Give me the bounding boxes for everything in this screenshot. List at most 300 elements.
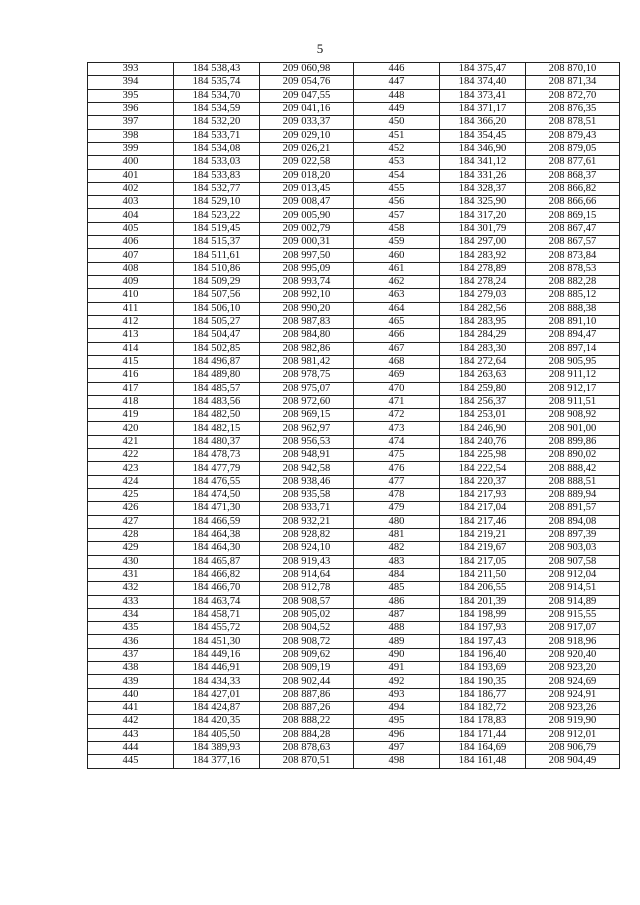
right-x-coordinate-cell: 184 217,05 xyxy=(440,555,526,568)
right-x-coordinate-cell: 184 278,89 xyxy=(440,262,526,275)
right-y-coordinate-cell: 208 897,14 xyxy=(526,342,620,355)
right-point-number-cell: 457 xyxy=(354,209,440,222)
table-row xyxy=(88,355,620,368)
right-y-coordinate-cell: 208 878,53 xyxy=(526,262,620,275)
left-x-coordinate-cell: 184 420,35 xyxy=(174,715,260,728)
left-x-coordinate-cell: 184 506,10 xyxy=(174,302,260,315)
table-row xyxy=(88,608,620,621)
right-y-coordinate-cell: 208 890,02 xyxy=(526,449,620,462)
left-y-coordinate-cell: 208 972,60 xyxy=(260,395,354,408)
right-point-number-cell: 485 xyxy=(354,582,440,595)
left-y-coordinate-cell: 208 982,86 xyxy=(260,342,354,355)
table-row xyxy=(88,196,620,209)
right-point-number-cell: 474 xyxy=(354,435,440,448)
right-y-coordinate-cell: 208 879,05 xyxy=(526,142,620,155)
right-point-number-cell: 486 xyxy=(354,595,440,608)
right-y-coordinate-cell: 208 872,70 xyxy=(526,89,620,102)
left-x-coordinate-cell: 184 476,55 xyxy=(174,475,260,488)
left-point-number-cell: 399 xyxy=(88,142,174,155)
left-point-number-cell: 425 xyxy=(88,489,174,502)
right-x-coordinate-cell: 184 219,67 xyxy=(440,542,526,555)
right-point-number-cell: 467 xyxy=(354,342,440,355)
table-row xyxy=(88,382,620,395)
left-point-number-cell: 439 xyxy=(88,675,174,688)
right-y-coordinate-cell: 208 868,37 xyxy=(526,169,620,182)
left-point-number-cell: 406 xyxy=(88,236,174,249)
left-x-coordinate-cell: 184 489,80 xyxy=(174,369,260,382)
right-x-coordinate-cell: 184 301,79 xyxy=(440,222,526,235)
left-y-coordinate-cell: 208 935,58 xyxy=(260,489,354,502)
right-point-number-cell: 468 xyxy=(354,355,440,368)
right-x-coordinate-cell: 184 278,24 xyxy=(440,276,526,289)
right-point-number-cell: 497 xyxy=(354,741,440,754)
left-point-number-cell: 437 xyxy=(88,648,174,661)
right-y-coordinate-cell: 208 911,51 xyxy=(526,395,620,408)
right-point-number-cell: 460 xyxy=(354,249,440,262)
left-x-coordinate-cell: 184 529,10 xyxy=(174,196,260,209)
left-point-number-cell: 395 xyxy=(88,89,174,102)
right-y-coordinate-cell: 208 906,79 xyxy=(526,741,620,754)
right-point-number-cell: 492 xyxy=(354,675,440,688)
left-y-coordinate-cell: 208 962,97 xyxy=(260,422,354,435)
right-point-number-cell: 479 xyxy=(354,502,440,515)
right-y-coordinate-cell: 208 924,69 xyxy=(526,675,620,688)
right-y-coordinate-cell: 208 876,35 xyxy=(526,102,620,115)
left-point-number-cell: 401 xyxy=(88,169,174,182)
right-point-number-cell: 463 xyxy=(354,289,440,302)
right-y-coordinate-cell: 208 918,96 xyxy=(526,635,620,648)
right-x-coordinate-cell: 184 197,93 xyxy=(440,622,526,635)
left-y-coordinate-cell: 208 984,80 xyxy=(260,329,354,342)
left-x-coordinate-cell: 184 510,86 xyxy=(174,262,260,275)
left-y-coordinate-cell: 208 908,57 xyxy=(260,595,354,608)
right-x-coordinate-cell: 184 331,26 xyxy=(440,169,526,182)
right-y-coordinate-cell: 208 885,12 xyxy=(526,289,620,302)
right-point-number-cell: 447 xyxy=(354,76,440,89)
right-point-number-cell: 465 xyxy=(354,315,440,328)
left-point-number-cell: 415 xyxy=(88,355,174,368)
right-point-number-cell: 473 xyxy=(354,422,440,435)
left-y-coordinate-cell: 208 969,15 xyxy=(260,409,354,422)
right-y-coordinate-cell: 208 901,00 xyxy=(526,422,620,435)
table-row xyxy=(88,222,620,235)
right-x-coordinate-cell: 184 253,01 xyxy=(440,409,526,422)
right-x-coordinate-cell: 184 283,92 xyxy=(440,249,526,262)
table-row xyxy=(88,63,620,76)
table-row xyxy=(88,715,620,728)
left-x-coordinate-cell: 184 532,77 xyxy=(174,182,260,195)
right-y-coordinate-cell: 208 903,03 xyxy=(526,542,620,555)
right-y-coordinate-cell: 208 867,47 xyxy=(526,222,620,235)
left-y-coordinate-cell: 208 908,72 xyxy=(260,635,354,648)
left-x-coordinate-cell: 184 466,82 xyxy=(174,568,260,581)
left-x-coordinate-cell: 184 474,50 xyxy=(174,489,260,502)
table-row xyxy=(88,502,620,515)
left-x-coordinate-cell: 184 482,15 xyxy=(174,422,260,435)
table-row xyxy=(88,302,620,315)
right-x-coordinate-cell: 184 220,37 xyxy=(440,475,526,488)
left-y-coordinate-cell: 209 026,21 xyxy=(260,142,354,155)
left-y-coordinate-cell: 209 008,47 xyxy=(260,196,354,209)
left-y-coordinate-cell: 208 884,28 xyxy=(260,728,354,741)
table-row xyxy=(88,116,620,129)
table-row xyxy=(88,449,620,462)
table-row xyxy=(88,76,620,89)
left-x-coordinate-cell: 184 446,91 xyxy=(174,662,260,675)
left-x-coordinate-cell: 184 405,50 xyxy=(174,728,260,741)
right-x-coordinate-cell: 184 282,56 xyxy=(440,302,526,315)
table-row xyxy=(88,688,620,701)
right-y-coordinate-cell: 208 870,10 xyxy=(526,63,620,76)
right-point-number-cell: 493 xyxy=(354,688,440,701)
left-point-number-cell: 394 xyxy=(88,76,174,89)
left-x-coordinate-cell: 184 502,85 xyxy=(174,342,260,355)
left-x-coordinate-cell: 184 485,57 xyxy=(174,382,260,395)
left-point-number-cell: 427 xyxy=(88,515,174,528)
left-point-number-cell: 396 xyxy=(88,102,174,115)
left-point-number-cell: 431 xyxy=(88,568,174,581)
left-y-coordinate-cell: 209 022,58 xyxy=(260,156,354,169)
right-x-coordinate-cell: 184 217,46 xyxy=(440,515,526,528)
left-point-number-cell: 440 xyxy=(88,688,174,701)
right-x-coordinate-cell: 184 246,90 xyxy=(440,422,526,435)
right-y-coordinate-cell: 208 873,84 xyxy=(526,249,620,262)
coordinates-table-body xyxy=(88,63,620,769)
right-point-number-cell: 471 xyxy=(354,395,440,408)
left-point-number-cell: 400 xyxy=(88,156,174,169)
left-point-number-cell: 408 xyxy=(88,262,174,275)
left-x-coordinate-cell: 184 427,01 xyxy=(174,688,260,701)
left-x-coordinate-cell: 184 533,03 xyxy=(174,156,260,169)
left-point-number-cell: 420 xyxy=(88,422,174,435)
right-point-number-cell: 478 xyxy=(354,489,440,502)
right-y-coordinate-cell: 208 866,82 xyxy=(526,182,620,195)
left-x-coordinate-cell: 184 533,71 xyxy=(174,129,260,142)
left-x-coordinate-cell: 184 509,29 xyxy=(174,276,260,289)
left-x-coordinate-cell: 184 458,71 xyxy=(174,608,260,621)
table-row xyxy=(88,528,620,541)
right-x-coordinate-cell: 184 283,95 xyxy=(440,315,526,328)
left-point-number-cell: 402 xyxy=(88,182,174,195)
right-point-number-cell: 496 xyxy=(354,728,440,741)
right-point-number-cell: 451 xyxy=(354,129,440,142)
table-row xyxy=(88,702,620,715)
left-x-coordinate-cell: 184 483,56 xyxy=(174,395,260,408)
left-y-coordinate-cell: 209 000,31 xyxy=(260,236,354,249)
right-y-coordinate-cell: 208 889,94 xyxy=(526,489,620,502)
right-y-coordinate-cell: 208 878,51 xyxy=(526,116,620,129)
right-y-coordinate-cell: 208 891,57 xyxy=(526,502,620,515)
right-y-coordinate-cell: 208 914,89 xyxy=(526,595,620,608)
right-x-coordinate-cell: 184 217,04 xyxy=(440,502,526,515)
left-x-coordinate-cell: 184 451,30 xyxy=(174,635,260,648)
right-y-coordinate-cell: 208 919,90 xyxy=(526,715,620,728)
right-point-number-cell: 448 xyxy=(354,89,440,102)
left-y-coordinate-cell: 208 878,63 xyxy=(260,741,354,754)
left-y-coordinate-cell: 208 914,64 xyxy=(260,568,354,581)
right-x-coordinate-cell: 184 374,40 xyxy=(440,76,526,89)
right-x-coordinate-cell: 184 328,37 xyxy=(440,182,526,195)
right-x-coordinate-cell: 184 222,54 xyxy=(440,462,526,475)
left-y-coordinate-cell: 208 919,43 xyxy=(260,555,354,568)
right-x-coordinate-cell: 184 366,20 xyxy=(440,116,526,129)
right-x-coordinate-cell: 184 161,48 xyxy=(440,755,526,768)
left-y-coordinate-cell: 208 888,22 xyxy=(260,715,354,728)
table-row xyxy=(88,515,620,528)
right-x-coordinate-cell: 184 371,17 xyxy=(440,102,526,115)
right-y-coordinate-cell: 208 866,66 xyxy=(526,196,620,209)
left-point-number-cell: 442 xyxy=(88,715,174,728)
left-point-number-cell: 445 xyxy=(88,755,174,768)
right-x-coordinate-cell: 184 259,80 xyxy=(440,382,526,395)
left-y-coordinate-cell: 209 047,55 xyxy=(260,89,354,102)
table-row xyxy=(88,129,620,142)
right-y-coordinate-cell: 208 871,34 xyxy=(526,76,620,89)
right-point-number-cell: 490 xyxy=(354,648,440,661)
left-y-coordinate-cell: 208 928,82 xyxy=(260,528,354,541)
left-x-coordinate-cell: 184 534,70 xyxy=(174,89,260,102)
left-y-coordinate-cell: 208 995,09 xyxy=(260,262,354,275)
right-y-coordinate-cell: 208 897,39 xyxy=(526,528,620,541)
right-y-coordinate-cell: 208 882,28 xyxy=(526,276,620,289)
table-row xyxy=(88,342,620,355)
right-point-number-cell: 459 xyxy=(354,236,440,249)
left-point-number-cell: 421 xyxy=(88,435,174,448)
right-y-coordinate-cell: 208 891,10 xyxy=(526,315,620,328)
right-point-number-cell: 481 xyxy=(354,528,440,541)
left-point-number-cell: 432 xyxy=(88,582,174,595)
right-point-number-cell: 450 xyxy=(354,116,440,129)
right-x-coordinate-cell: 184 178,83 xyxy=(440,715,526,728)
right-point-number-cell: 464 xyxy=(354,302,440,315)
left-x-coordinate-cell: 184 466,70 xyxy=(174,582,260,595)
left-x-coordinate-cell: 184 535,74 xyxy=(174,76,260,89)
right-x-coordinate-cell: 184 186,77 xyxy=(440,688,526,701)
left-y-coordinate-cell: 208 993,74 xyxy=(260,276,354,289)
left-y-coordinate-cell: 209 002,79 xyxy=(260,222,354,235)
left-x-coordinate-cell: 184 455,72 xyxy=(174,622,260,635)
right-y-coordinate-cell: 208 923,20 xyxy=(526,662,620,675)
left-x-coordinate-cell: 184 505,27 xyxy=(174,315,260,328)
table-row xyxy=(88,422,620,435)
right-x-coordinate-cell: 184 283,30 xyxy=(440,342,526,355)
right-point-number-cell: 484 xyxy=(354,568,440,581)
left-point-number-cell: 413 xyxy=(88,329,174,342)
table-row xyxy=(88,315,620,328)
left-point-number-cell: 414 xyxy=(88,342,174,355)
right-x-coordinate-cell: 184 341,12 xyxy=(440,156,526,169)
left-y-coordinate-cell: 209 013,45 xyxy=(260,182,354,195)
right-y-coordinate-cell: 208 907,58 xyxy=(526,555,620,568)
left-y-coordinate-cell: 209 054,76 xyxy=(260,76,354,89)
right-x-coordinate-cell: 184 354,45 xyxy=(440,129,526,142)
left-y-coordinate-cell: 208 975,07 xyxy=(260,382,354,395)
right-point-number-cell: 491 xyxy=(354,662,440,675)
left-point-number-cell: 435 xyxy=(88,622,174,635)
right-x-coordinate-cell: 184 346,90 xyxy=(440,142,526,155)
left-x-coordinate-cell: 184 463,74 xyxy=(174,595,260,608)
left-point-number-cell: 412 xyxy=(88,315,174,328)
right-y-coordinate-cell: 208 869,15 xyxy=(526,209,620,222)
table-row xyxy=(88,169,620,182)
left-point-number-cell: 438 xyxy=(88,662,174,675)
left-y-coordinate-cell: 208 909,19 xyxy=(260,662,354,675)
right-x-coordinate-cell: 184 279,03 xyxy=(440,289,526,302)
table-row xyxy=(88,635,620,648)
table-row xyxy=(88,89,620,102)
right-y-coordinate-cell: 208 908,92 xyxy=(526,409,620,422)
left-point-number-cell: 428 xyxy=(88,528,174,541)
left-point-number-cell: 430 xyxy=(88,555,174,568)
left-point-number-cell: 393 xyxy=(88,63,174,76)
left-y-coordinate-cell: 208 870,51 xyxy=(260,755,354,768)
table-row xyxy=(88,182,620,195)
left-y-coordinate-cell: 208 956,53 xyxy=(260,435,354,448)
right-y-coordinate-cell: 208 912,01 xyxy=(526,728,620,741)
left-y-coordinate-cell: 208 904,52 xyxy=(260,622,354,635)
right-point-number-cell: 446 xyxy=(354,63,440,76)
table-row xyxy=(88,236,620,249)
right-point-number-cell: 476 xyxy=(354,462,440,475)
right-point-number-cell: 461 xyxy=(354,262,440,275)
left-x-coordinate-cell: 184 466,59 xyxy=(174,515,260,528)
left-y-coordinate-cell: 208 902,44 xyxy=(260,675,354,688)
table-row xyxy=(88,582,620,595)
left-x-coordinate-cell: 184 480,37 xyxy=(174,435,260,448)
left-x-coordinate-cell: 184 389,93 xyxy=(174,741,260,754)
left-x-coordinate-cell: 184 534,08 xyxy=(174,142,260,155)
left-y-coordinate-cell: 208 987,83 xyxy=(260,315,354,328)
left-x-coordinate-cell: 184 434,33 xyxy=(174,675,260,688)
table-row xyxy=(88,156,620,169)
table-row xyxy=(88,648,620,661)
left-y-coordinate-cell: 208 912,78 xyxy=(260,582,354,595)
table-row xyxy=(88,741,620,754)
right-point-number-cell: 449 xyxy=(354,102,440,115)
left-y-coordinate-cell: 208 948,91 xyxy=(260,449,354,462)
right-point-number-cell: 452 xyxy=(354,142,440,155)
left-x-coordinate-cell: 184 507,56 xyxy=(174,289,260,302)
table-row xyxy=(88,249,620,262)
right-point-number-cell: 494 xyxy=(354,702,440,715)
left-point-number-cell: 409 xyxy=(88,276,174,289)
right-x-coordinate-cell: 184 263,63 xyxy=(440,369,526,382)
left-y-coordinate-cell: 208 887,26 xyxy=(260,702,354,715)
left-point-number-cell: 422 xyxy=(88,449,174,462)
page-number: 5 xyxy=(316,41,324,56)
left-point-number-cell: 429 xyxy=(88,542,174,555)
right-y-coordinate-cell: 208 867,57 xyxy=(526,236,620,249)
right-point-number-cell: 477 xyxy=(354,475,440,488)
left-x-coordinate-cell: 184 464,38 xyxy=(174,528,260,541)
right-x-coordinate-cell: 184 198,99 xyxy=(440,608,526,621)
left-point-number-cell: 404 xyxy=(88,209,174,222)
right-point-number-cell: 489 xyxy=(354,635,440,648)
right-point-number-cell: 488 xyxy=(354,622,440,635)
right-point-number-cell: 498 xyxy=(354,755,440,768)
table-row xyxy=(88,675,620,688)
right-x-coordinate-cell: 184 211,50 xyxy=(440,568,526,581)
left-x-coordinate-cell: 184 424,87 xyxy=(174,702,260,715)
right-x-coordinate-cell: 184 272,64 xyxy=(440,355,526,368)
right-x-coordinate-cell: 184 206,55 xyxy=(440,582,526,595)
right-point-number-cell: 487 xyxy=(354,608,440,621)
left-y-coordinate-cell: 209 029,10 xyxy=(260,129,354,142)
left-x-coordinate-cell: 184 464,30 xyxy=(174,542,260,555)
left-point-number-cell: 436 xyxy=(88,635,174,648)
right-y-coordinate-cell: 208 904,49 xyxy=(526,755,620,768)
right-point-number-cell: 472 xyxy=(354,409,440,422)
table-row xyxy=(88,142,620,155)
table-row xyxy=(88,395,620,408)
left-x-coordinate-cell: 184 504,47 xyxy=(174,329,260,342)
left-y-coordinate-cell: 209 041,16 xyxy=(260,102,354,115)
left-y-coordinate-cell: 208 924,10 xyxy=(260,542,354,555)
right-x-coordinate-cell: 184 196,40 xyxy=(440,648,526,661)
right-x-coordinate-cell: 184 217,93 xyxy=(440,489,526,502)
right-y-coordinate-cell: 208 888,38 xyxy=(526,302,620,315)
left-x-coordinate-cell: 184 534,59 xyxy=(174,102,260,115)
left-x-coordinate-cell: 184 465,87 xyxy=(174,555,260,568)
left-point-number-cell: 419 xyxy=(88,409,174,422)
left-point-number-cell: 407 xyxy=(88,249,174,262)
left-x-coordinate-cell: 184 496,87 xyxy=(174,355,260,368)
left-y-coordinate-cell: 209 005,90 xyxy=(260,209,354,222)
table-row xyxy=(88,489,620,502)
left-point-number-cell: 444 xyxy=(88,741,174,754)
left-y-coordinate-cell: 208 942,58 xyxy=(260,462,354,475)
right-y-coordinate-cell: 208 923,26 xyxy=(526,702,620,715)
right-x-coordinate-cell: 184 317,20 xyxy=(440,209,526,222)
left-y-coordinate-cell: 208 905,02 xyxy=(260,608,354,621)
left-y-coordinate-cell: 208 932,21 xyxy=(260,515,354,528)
right-y-coordinate-cell: 208 911,12 xyxy=(526,369,620,382)
table-row xyxy=(88,276,620,289)
table-row xyxy=(88,329,620,342)
left-point-number-cell: 426 xyxy=(88,502,174,515)
left-point-number-cell: 434 xyxy=(88,608,174,621)
left-x-coordinate-cell: 184 377,16 xyxy=(174,755,260,768)
right-point-number-cell: 458 xyxy=(354,222,440,235)
left-x-coordinate-cell: 184 519,45 xyxy=(174,222,260,235)
right-point-number-cell: 483 xyxy=(354,555,440,568)
table-row xyxy=(88,435,620,448)
left-y-coordinate-cell: 209 060,98 xyxy=(260,63,354,76)
table-row xyxy=(88,755,620,768)
left-y-coordinate-cell: 208 992,10 xyxy=(260,289,354,302)
left-x-coordinate-cell: 184 538,43 xyxy=(174,63,260,76)
left-point-number-cell: 403 xyxy=(88,196,174,209)
right-x-coordinate-cell: 184 201,39 xyxy=(440,595,526,608)
right-x-coordinate-cell: 184 297,00 xyxy=(440,236,526,249)
table-row xyxy=(88,262,620,275)
left-x-coordinate-cell: 184 532,20 xyxy=(174,116,260,129)
right-point-number-cell: 456 xyxy=(354,196,440,209)
right-y-coordinate-cell: 208 914,51 xyxy=(526,582,620,595)
right-y-coordinate-cell: 208 915,55 xyxy=(526,608,620,621)
right-y-coordinate-cell: 208 899,86 xyxy=(526,435,620,448)
right-y-coordinate-cell: 208 894,47 xyxy=(526,329,620,342)
left-y-coordinate-cell: 208 978,75 xyxy=(260,369,354,382)
right-x-coordinate-cell: 184 373,41 xyxy=(440,89,526,102)
left-x-coordinate-cell: 184 523,22 xyxy=(174,209,260,222)
left-y-coordinate-cell: 209 033,37 xyxy=(260,116,354,129)
table-row xyxy=(88,542,620,555)
table-row xyxy=(88,728,620,741)
left-x-coordinate-cell: 184 477,79 xyxy=(174,462,260,475)
left-point-number-cell: 398 xyxy=(88,129,174,142)
left-point-number-cell: 411 xyxy=(88,302,174,315)
